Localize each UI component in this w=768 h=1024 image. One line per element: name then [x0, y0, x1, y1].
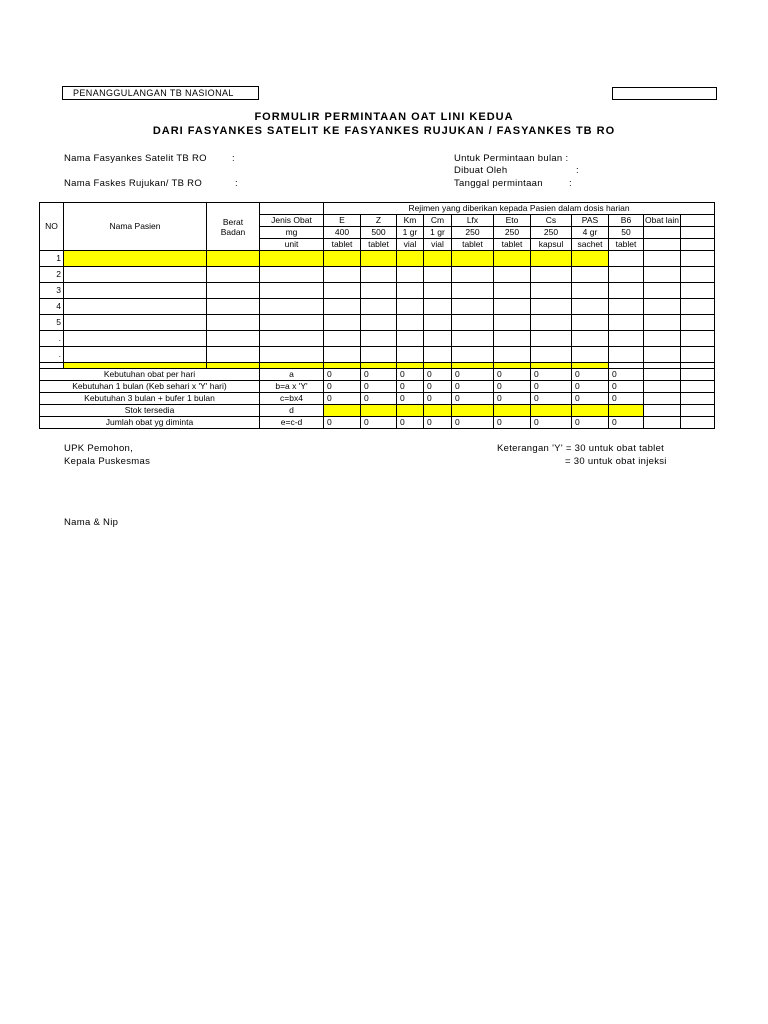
summary-extra[interactable] [681, 405, 715, 417]
patient-cell[interactable] [452, 347, 494, 363]
patient-cell[interactable] [452, 315, 494, 331]
row-number: 4 [40, 299, 64, 315]
extra-unit-cell [681, 239, 715, 251]
patient-cell[interactable] [260, 251, 324, 267]
patient-cell[interactable] [424, 299, 452, 315]
patient-cell[interactable] [324, 251, 361, 267]
patient-cell[interactable] [361, 283, 397, 299]
patient-cell[interactable] [609, 299, 644, 315]
dose-cell: 1 gr [424, 227, 452, 239]
patient-cell[interactable] [531, 347, 572, 363]
patient-cell[interactable] [260, 315, 324, 331]
unit-cell: tablet [361, 239, 397, 251]
summary-value[interactable]: 0 [424, 393, 452, 405]
summary-label: Stok tersedia [40, 405, 260, 417]
row-number: 1 [40, 251, 64, 267]
patient-cell[interactable] [361, 315, 397, 331]
patient-cell[interactable] [452, 251, 494, 267]
patient-cell[interactable] [207, 267, 260, 283]
form-title-line2: DARI FASYANKES SATELIT KE FASYANKES RUJUKAN / FASYANKES TB RO [152, 125, 616, 137]
summary-formula: c=bx4 [260, 393, 324, 405]
form-title-line1: FORMULIR PERMINTAAN OAT LINI KEDUA [254, 111, 514, 123]
form-number-box[interactable] [612, 87, 717, 100]
drug-name-cell: Cs [531, 215, 572, 227]
summary-value[interactable]: 0 [494, 417, 531, 429]
nama-pasien-header: Nama Pasien [64, 203, 207, 251]
satelit-label: Nama Fasyankes Satelit TB RO [64, 153, 207, 164]
summary-value[interactable]: 0 [452, 369, 494, 381]
patient-cell[interactable] [424, 267, 452, 283]
summary-value[interactable]: 0 [531, 381, 572, 393]
patient-cell[interactable] [260, 331, 324, 347]
patient-cell[interactable] [424, 331, 452, 347]
summary-extra[interactable] [681, 417, 715, 429]
row-number: . [40, 331, 64, 347]
drug-name-cell: PAS [572, 215, 609, 227]
pemohon-label: UPK Pemohon, [64, 443, 134, 454]
patient-cell[interactable] [324, 299, 361, 315]
patient-cell[interactable] [64, 251, 207, 267]
drug-name-cell: Lfx [452, 215, 494, 227]
patient-cell[interactable] [324, 283, 361, 299]
summary-value[interactable]: 0 [424, 381, 452, 393]
summary-value[interactable]: 0 [572, 381, 609, 393]
keterangan-injeksi: = 30 untuk obat injeksi [565, 456, 667, 467]
summary-row [40, 393, 715, 405]
summary-value[interactable]: 0 [572, 369, 609, 381]
patient-cell[interactable] [324, 267, 361, 283]
summary-value[interactable]: 0 [324, 381, 361, 393]
summary-value[interactable] [424, 405, 452, 417]
patient-cell[interactable] [531, 299, 572, 315]
patient-cell[interactable] [397, 299, 424, 315]
keterangan-tablet: Keterangan 'Y' = 30 untuk obat tablet [497, 443, 665, 454]
patient-cell[interactable] [64, 331, 207, 347]
patient-cell[interactable] [609, 251, 644, 267]
summary-value[interactable]: 0 [452, 417, 494, 429]
summary-value[interactable]: 0 [397, 393, 424, 405]
extra-dose-cell [644, 227, 681, 239]
obat-lain-header: Obat lain [645, 215, 680, 225]
row-number: 3 [40, 283, 64, 299]
patient-row [40, 331, 715, 347]
summary-value[interactable]: 0 [531, 369, 572, 381]
patient-cell[interactable] [452, 267, 494, 283]
summary-value[interactable]: 0 [531, 417, 572, 429]
summary-value[interactable]: 0 [609, 393, 644, 405]
patient-cell[interactable] [572, 315, 609, 331]
summary-formula: b=a x 'Y' [260, 381, 324, 393]
summary-extra[interactable] [644, 381, 681, 393]
patient-cell[interactable] [494, 251, 531, 267]
unit-cell: tablet [494, 239, 531, 251]
dose-cell: 500 [361, 227, 397, 239]
patient-cell[interactable] [397, 251, 424, 267]
patient-cell[interactable] [531, 251, 572, 267]
patient-cell[interactable] [609, 315, 644, 331]
patient-cell[interactable] [260, 283, 324, 299]
tanggal-colon: : [569, 178, 572, 189]
patient-cell[interactable] [324, 347, 361, 363]
dose-cell: 250 [531, 227, 572, 239]
rujukan-label: Nama Faskes Rujukan/ TB RO [64, 178, 203, 189]
dose-cell: 400 [324, 227, 361, 239]
patient-cell[interactable] [644, 331, 681, 347]
patient-cell[interactable] [644, 251, 681, 267]
patient-cell[interactable] [572, 347, 609, 363]
summary-value[interactable] [531, 405, 572, 417]
patient-cell[interactable] [681, 347, 715, 363]
summary-value[interactable] [494, 405, 531, 417]
patient-cell[interactable] [494, 299, 531, 315]
patient-cell[interactable] [424, 283, 452, 299]
patient-cell[interactable] [644, 299, 681, 315]
summary-extra[interactable] [644, 405, 681, 417]
summary-value[interactable]: 0 [361, 417, 397, 429]
unit-cell: tablet [452, 239, 494, 251]
extra-unit-cell [644, 239, 681, 251]
patient-cell[interactable] [361, 267, 397, 283]
no-header: NO [40, 203, 64, 251]
patient-cell[interactable] [681, 267, 715, 283]
row-number: 5 [40, 315, 64, 331]
regimen-header: Rejimen yang diberikan kepada Pasien dalam dosis harian [324, 203, 715, 215]
org-label: PENANGGULANGAN TB NASIONAL [73, 88, 234, 98]
patient-cell[interactable] [260, 299, 324, 315]
summary-extra[interactable] [644, 393, 681, 405]
request-table [39, 202, 715, 429]
patient-cell[interactable] [64, 283, 207, 299]
summary-value[interactable]: 0 [494, 393, 531, 405]
patient-cell[interactable] [397, 283, 424, 299]
patient-row [40, 347, 715, 363]
jenis-blank [260, 203, 324, 215]
summary-extra[interactable] [644, 417, 681, 429]
patient-cell[interactable] [207, 299, 260, 315]
patient-cell[interactable] [260, 267, 324, 283]
satelit-colon: : [232, 153, 235, 164]
patient-cell[interactable] [324, 315, 361, 331]
patient-cell[interactable] [452, 331, 494, 347]
patient-cell[interactable] [609, 331, 644, 347]
patient-cell[interactable] [361, 331, 397, 347]
patient-cell[interactable] [494, 347, 531, 363]
unit-cell: vial [424, 239, 452, 251]
drug-name-cell: Eto [494, 215, 531, 227]
berat-header-1: Berat [222, 216, 244, 227]
summary-row [40, 405, 715, 417]
berat-badan-header [207, 203, 260, 251]
summary-extra[interactable] [681, 369, 715, 381]
patient-cell[interactable] [609, 347, 644, 363]
dose-cell: 250 [452, 227, 494, 239]
summary-value[interactable]: 0 [397, 381, 424, 393]
dibuat-label: Dibuat Oleh [454, 165, 508, 176]
nama-nip-label: Nama & Nip [64, 517, 119, 528]
summary-value[interactable]: 0 [324, 417, 361, 429]
org-label-box [62, 86, 259, 100]
patient-cell[interactable] [452, 283, 494, 299]
patient-cell[interactable] [681, 299, 715, 315]
patient-cell[interactable] [681, 331, 715, 347]
patient-cell[interactable] [644, 267, 681, 283]
patient-cell[interactable] [681, 251, 715, 267]
patient-cell[interactable] [644, 283, 681, 299]
summary-value[interactable]: 0 [452, 393, 494, 405]
patient-cell[interactable] [397, 347, 424, 363]
summary-value[interactable] [361, 405, 397, 417]
summary-label: Kebutuhan 1 bulan (Keb sehari x 'Y' hari) [40, 381, 260, 393]
drug-name-cell: E [324, 215, 361, 227]
summary-value[interactable]: 0 [361, 369, 397, 381]
jenis-obat-label: Jenis Obat [260, 215, 324, 227]
summary-value[interactable]: 0 [531, 393, 572, 405]
patient-cell[interactable] [494, 331, 531, 347]
summary-extra[interactable] [681, 393, 715, 405]
row-number: . [40, 347, 64, 363]
patient-cell[interactable] [424, 347, 452, 363]
summary-label: Kebutuhan 3 bulan + bufer 1 bulan [40, 393, 260, 405]
summary-value[interactable]: 0 [324, 369, 361, 381]
berat-header-2: Badan [220, 226, 246, 237]
patient-cell[interactable] [494, 283, 531, 299]
summary-formula: d [260, 405, 324, 417]
summary-formula: a [260, 369, 324, 381]
summary-value[interactable]: 0 [452, 381, 494, 393]
patient-cell[interactable] [361, 299, 397, 315]
summary-value[interactable]: 0 [494, 381, 531, 393]
summary-value[interactable]: 0 [397, 369, 424, 381]
unit-cell: tablet [324, 239, 361, 251]
patient-cell[interactable] [609, 267, 644, 283]
patient-row [40, 251, 715, 267]
patient-cell[interactable] [531, 315, 572, 331]
patient-cell[interactable] [452, 299, 494, 315]
summary-formula: e=c-d [260, 417, 324, 429]
unit-cell: kapsul [531, 239, 572, 251]
dose-cell: 50 [609, 227, 644, 239]
patient-cell[interactable] [572, 251, 609, 267]
patient-cell[interactable] [531, 267, 572, 283]
patient-row [40, 315, 715, 331]
patient-cell[interactable] [361, 251, 397, 267]
summary-value[interactable]: 0 [397, 417, 424, 429]
patient-cell[interactable] [207, 347, 260, 363]
rujukan-colon: : [235, 178, 238, 189]
summary-value[interactable]: 0 [572, 393, 609, 405]
patient-cell[interactable] [361, 347, 397, 363]
dibuat-colon: : [576, 165, 579, 176]
patient-cell[interactable] [572, 283, 609, 299]
unit-cell: tablet [609, 239, 644, 251]
summary-value[interactable]: 0 [424, 417, 452, 429]
unit-label: unit [260, 239, 324, 251]
summary-value[interactable]: 0 [361, 381, 397, 393]
patient-cell[interactable] [64, 299, 207, 315]
patient-cell[interactable] [572, 299, 609, 315]
drug-name-cell: Cm [424, 215, 452, 227]
patient-cell[interactable] [572, 267, 609, 283]
patient-cell[interactable] [397, 315, 424, 331]
summary-value[interactable]: 0 [609, 369, 644, 381]
patient-cell[interactable] [644, 347, 681, 363]
summary-value[interactable] [609, 405, 644, 417]
patient-cell[interactable] [64, 315, 207, 331]
bulan-label: Untuk Permintaan bulan : [454, 153, 569, 164]
summary-value[interactable] [572, 405, 609, 417]
summary-value[interactable] [324, 405, 361, 417]
summary-value[interactable]: 0 [609, 381, 644, 393]
summary-label: Jumlah obat yg diminta [40, 417, 260, 429]
summary-extra[interactable] [644, 369, 681, 381]
patient-cell[interactable] [397, 331, 424, 347]
patient-cell[interactable] [207, 251, 260, 267]
dose-cell: 4 gr [572, 227, 609, 239]
summary-value[interactable]: 0 [324, 393, 361, 405]
patient-cell[interactable] [207, 331, 260, 347]
summary-value[interactable]: 0 [494, 369, 531, 381]
patient-cell[interactable] [64, 347, 207, 363]
unit-cell: sachet [572, 239, 609, 251]
patient-cell[interactable] [424, 315, 452, 331]
summary-row [40, 369, 715, 381]
patient-cell[interactable] [494, 267, 531, 283]
summary-value[interactable]: 0 [572, 417, 609, 429]
summary-value[interactable]: 0 [424, 369, 452, 381]
drug-name-cell: Km [397, 215, 424, 227]
extra-dose-cell [681, 227, 715, 239]
summary-value[interactable] [452, 405, 494, 417]
summary-extra[interactable] [681, 381, 715, 393]
summary-label: Kebutuhan obat per hari [40, 369, 260, 381]
patient-cell[interactable] [260, 347, 324, 363]
mg-label: mg [260, 227, 324, 239]
patient-row [40, 267, 715, 283]
patient-cell[interactable] [644, 315, 681, 331]
patient-cell[interactable] [64, 267, 207, 283]
patient-cell[interactable] [324, 331, 361, 347]
patient-cell[interactable] [531, 283, 572, 299]
tanggal-label: Tanggal permintaan [454, 178, 543, 189]
patient-cell[interactable] [207, 283, 260, 299]
summary-value[interactable]: 0 [361, 393, 397, 405]
patient-row [40, 299, 715, 315]
dose-cell: 250 [494, 227, 531, 239]
kepala-label: Kepala Puskesmas [64, 456, 151, 467]
summary-value[interactable] [397, 405, 424, 417]
patient-cell[interactable] [572, 331, 609, 347]
drug-name-cell: Z [361, 215, 397, 227]
drug-name-cell: B6 [609, 215, 644, 227]
patient-cell[interactable] [681, 283, 715, 299]
extra-header-cell [681, 215, 715, 227]
summary-row [40, 417, 715, 429]
patient-cell[interactable] [207, 315, 260, 331]
summary-value[interactable]: 0 [609, 417, 644, 429]
summary-row [40, 381, 715, 393]
unit-cell: vial [397, 239, 424, 251]
patient-cell[interactable] [609, 283, 644, 299]
patient-cell[interactable] [424, 251, 452, 267]
patient-cell[interactable] [494, 315, 531, 331]
dose-cell: 1 gr [397, 227, 424, 239]
row-number: 2 [40, 267, 64, 283]
patient-cell[interactable] [397, 267, 424, 283]
patient-row [40, 283, 715, 299]
patient-cell[interactable] [681, 315, 715, 331]
patient-cell[interactable] [531, 331, 572, 347]
